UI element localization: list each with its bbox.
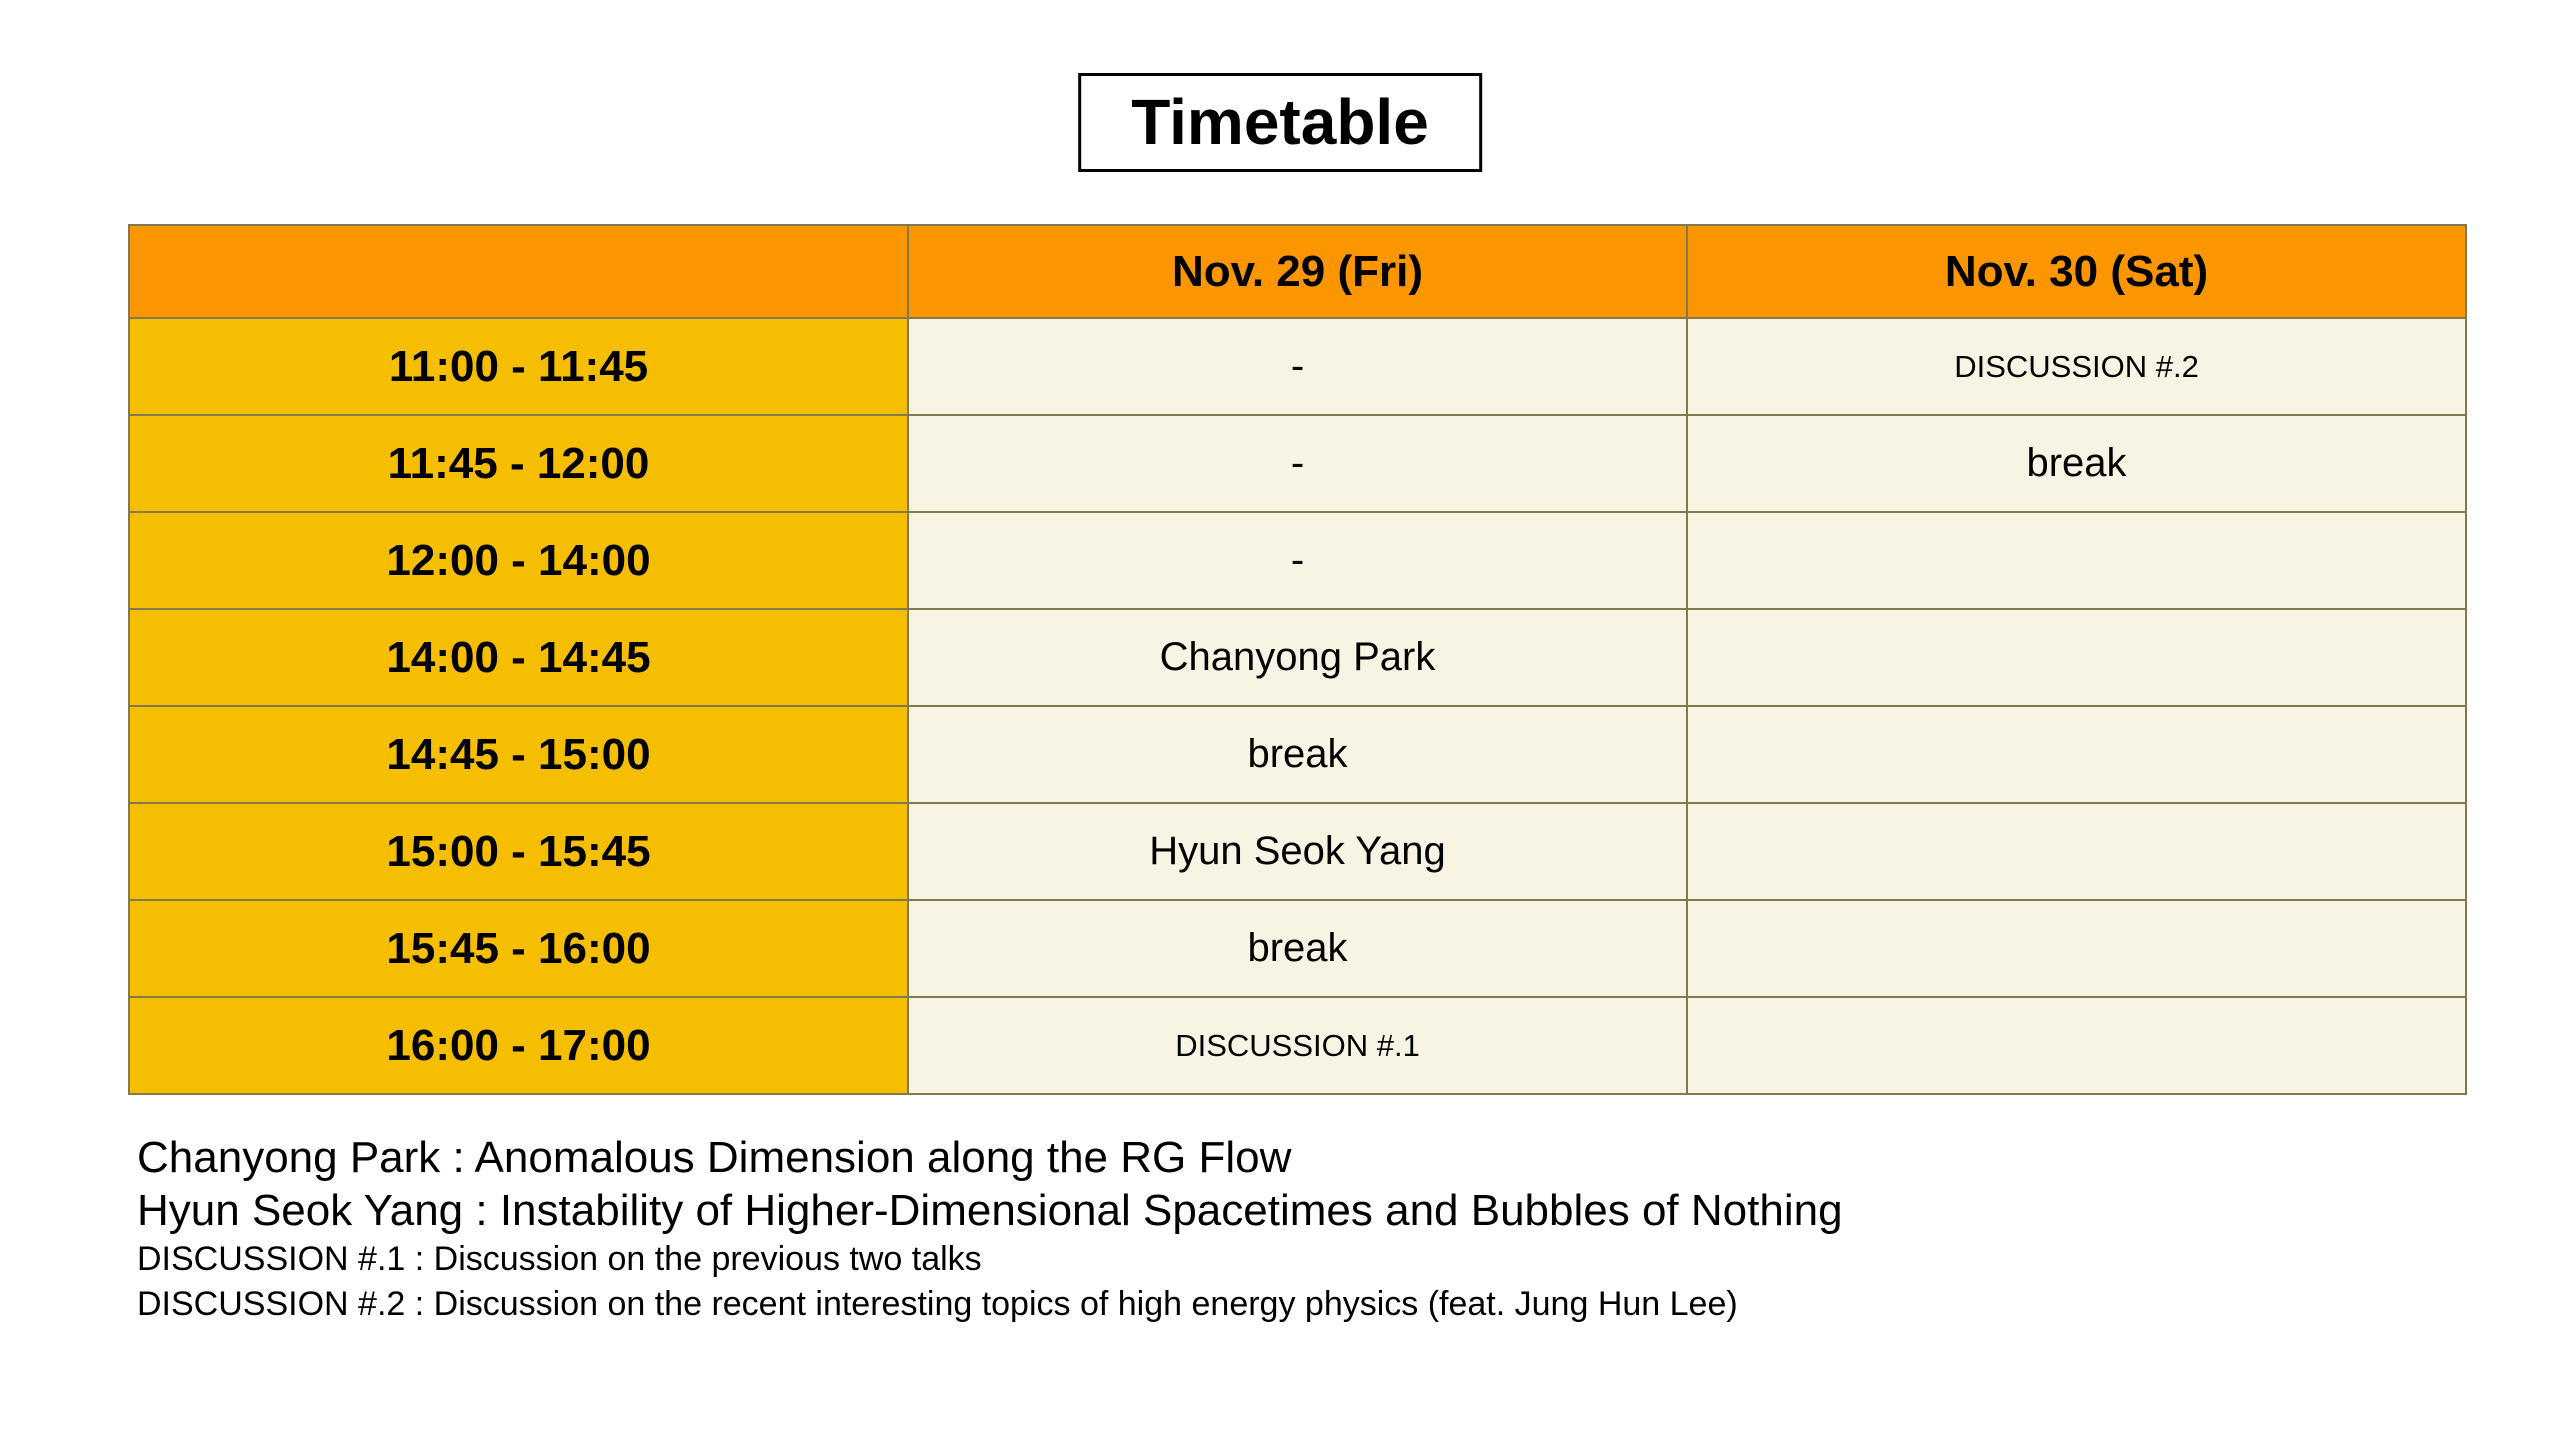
fri-cell-0: - xyxy=(908,318,1687,415)
note-chanyong-park: Chanyong Park : Anomalous Dimension along the RG Flow xyxy=(137,1133,1292,1182)
note-hyun-seok-yang: Hyun Seok Yang : Instability of Higher-Dimensional Spacetimes and Bubbles of Nothing xyxy=(137,1186,1843,1235)
fri-cell-3: Chanyong Park xyxy=(908,609,1687,706)
fri-cell-5: Hyun Seok Yang xyxy=(908,803,1687,900)
header-cell-time xyxy=(129,225,908,318)
table-row xyxy=(129,803,2466,900)
table-row xyxy=(129,318,2466,415)
footnotes xyxy=(137,1131,1843,1327)
table-row xyxy=(129,415,2466,512)
sat-cell-1: break xyxy=(1687,415,2466,512)
time-cell-4: 14:45 - 15:00 xyxy=(129,706,908,803)
sat-cell-7 xyxy=(1687,997,2466,1094)
header-row xyxy=(129,225,2466,318)
time-cell-0: 11:00 - 11:45 xyxy=(129,318,908,415)
sat-cell-4 xyxy=(1687,706,2466,803)
sat-cell-2 xyxy=(1687,512,2466,609)
sat-cell-0: DISCUSSION #.2 xyxy=(1687,318,2466,415)
fri-cell-4: break xyxy=(908,706,1687,803)
table-row xyxy=(129,997,2466,1094)
table-row xyxy=(129,900,2466,997)
fri-cell-6: break xyxy=(908,900,1687,997)
fri-cell-2: - xyxy=(908,512,1687,609)
note-discussion-2: DISCUSSION #.2 : Discussion on the recent interesting topics of high energy physics (feat. Jung Hun Lee) xyxy=(137,1285,1738,1323)
sat-cell-6 xyxy=(1687,900,2466,997)
fri-cell-7: DISCUSSION #.1 xyxy=(908,997,1687,1094)
time-cell-2: 12:00 - 14:00 xyxy=(129,512,908,609)
sat-cell-3 xyxy=(1687,609,2466,706)
page-title: Timetable xyxy=(1078,73,1482,172)
table-row xyxy=(129,609,2466,706)
note-discussion-1: DISCUSSION #.1 : Discussion on the previous two talks xyxy=(137,1240,982,1278)
time-cell-5: 15:00 - 15:45 xyxy=(129,803,908,900)
sat-cell-5 xyxy=(1687,803,2466,900)
timetable xyxy=(128,224,2467,1095)
time-cell-6: 15:45 - 16:00 xyxy=(129,900,908,997)
fri-cell-1: - xyxy=(908,415,1687,512)
table-row xyxy=(129,512,2466,609)
time-cell-3: 14:00 - 14:45 xyxy=(129,609,908,706)
time-cell-7: 16:00 - 17:00 xyxy=(129,997,908,1094)
table-row xyxy=(129,706,2466,803)
header-cell-fri: Nov. 29 (Fri) xyxy=(908,225,1687,318)
header-cell-sat: Nov. 30 (Sat) xyxy=(1687,225,2466,318)
time-cell-1: 11:45 - 12:00 xyxy=(129,415,908,512)
